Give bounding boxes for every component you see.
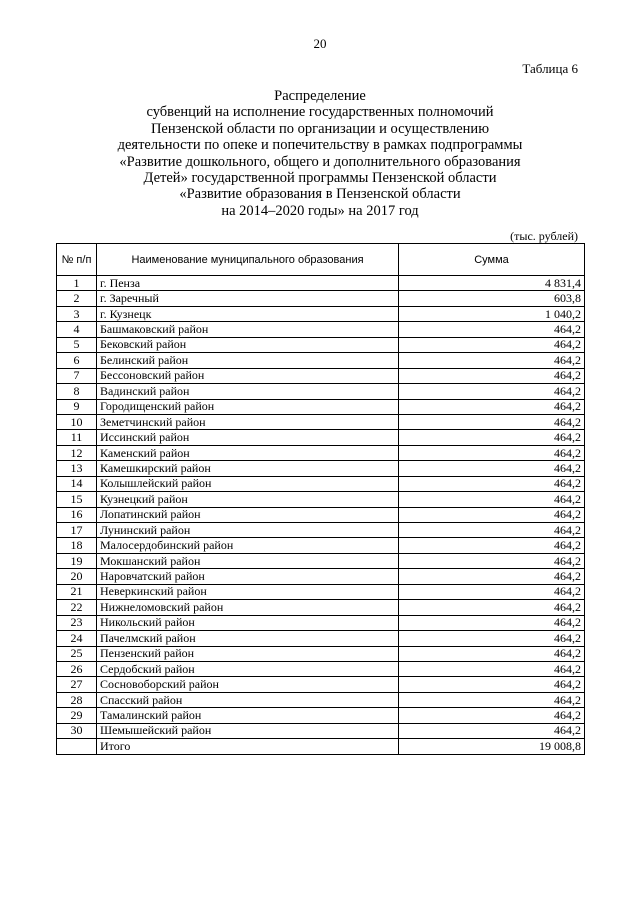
cell-municipality: Шемышейский район [97,723,399,738]
table-total-row [57,739,585,754]
table-row [57,646,585,661]
cell-municipality: Мокшанский район [97,553,399,568]
table-row [57,306,585,321]
cell-number: 10 [57,414,97,429]
cell-sum: 464,2 [399,553,585,568]
cell-sum: 464,2 [399,492,585,507]
table-row [57,291,585,306]
cell-municipality: Городищенский район [97,399,399,414]
table-row [57,553,585,568]
cell-sum: 464,2 [399,584,585,599]
cell-number: 20 [57,569,97,584]
table-row [57,353,585,368]
cell-municipality: Пачелмский район [97,631,399,646]
cell-sum: 464,2 [399,445,585,460]
table-row [57,322,585,337]
table-row [57,368,585,383]
cell-number: 27 [57,677,97,692]
cell-municipality: Вадинский район [97,384,399,399]
cell-sum: 464,2 [399,615,585,630]
cell-number: 19 [57,553,97,568]
cell-number: 18 [57,538,97,553]
header-municipality: Наименование муниципального образования [97,244,399,276]
cell-municipality: г. Пенза [97,276,399,291]
table-row [57,399,585,414]
cell-municipality: Бессоновский район [97,368,399,383]
table-row [57,445,585,460]
cell-sum: 603,8 [399,291,585,306]
cell-number: 29 [57,708,97,723]
cell-sum: 464,2 [399,523,585,538]
cell-number: 25 [57,646,97,661]
cell-sum: 464,2 [399,461,585,476]
cell-number [57,739,97,754]
cell-number: 6 [57,353,97,368]
cell-number: 23 [57,615,97,630]
cell-sum: 464,2 [399,399,585,414]
cell-number: 13 [57,461,97,476]
cell-sum: 464,2 [399,368,585,383]
cell-number: 7 [57,368,97,383]
cell-sum: 464,2 [399,569,585,584]
cell-municipality: Итого [97,739,399,754]
cell-number: 15 [57,492,97,507]
document-title [40,88,600,219]
cell-municipality: Тамалинский район [97,708,399,723]
header-number: № п/п [57,244,97,276]
cell-sum: 464,2 [399,384,585,399]
cell-number: 28 [57,692,97,707]
title-line: на 2014–2020 годы» на 2017 год [221,202,419,219]
table-row [57,631,585,646]
table-row [57,337,585,352]
title-line: субвенций на исполнение государственных полномочий [146,104,494,121]
cell-number: 11 [57,430,97,445]
unit-label: (тыс. рублей) [510,229,578,243]
title-line: Пензенской области по организации и осуществлению [150,120,490,137]
table-row [57,723,585,738]
cell-municipality: Земетчинский район [97,414,399,429]
cell-sum: 464,2 [399,708,585,723]
cell-municipality: Нижнеломовский район [97,600,399,615]
table-row [57,584,585,599]
cell-municipality: Белинский район [97,353,399,368]
cell-sum: 464,2 [399,723,585,738]
cell-number: 9 [57,399,97,414]
header-sum: Сумма [399,244,585,276]
title-line: Детей» государственной программы Пензенской области [143,170,497,187]
cell-sum: 464,2 [399,476,585,491]
cell-municipality: Иссинский район [97,430,399,445]
cell-number: 21 [57,584,97,599]
cell-number: 17 [57,523,97,538]
table-row [57,661,585,676]
cell-sum: 464,2 [399,538,585,553]
cell-sum: 464,2 [399,646,585,661]
table-row [57,384,585,399]
cell-municipality: Камешкирский район [97,461,399,476]
table-row [57,615,585,630]
cell-number: 24 [57,631,97,646]
cell-number: 22 [57,600,97,615]
cell-municipality: Кузнецкий район [97,492,399,507]
table-row [57,476,585,491]
cell-municipality: Неверкинский район [97,584,399,599]
cell-municipality: Лунинский район [97,523,399,538]
table-row [57,538,585,553]
distribution-table [56,243,585,755]
cell-sum: 464,2 [399,322,585,337]
cell-sum: 464,2 [399,353,585,368]
cell-sum: 464,2 [399,337,585,352]
cell-sum: 19 008,8 [399,739,585,754]
table-row [57,569,585,584]
cell-sum: 464,2 [399,631,585,646]
cell-number: 3 [57,306,97,321]
cell-municipality: г. Заречный [97,291,399,306]
table-row [57,461,585,476]
cell-number: 12 [57,445,97,460]
cell-number: 26 [57,661,97,676]
cell-municipality: Никольский район [97,615,399,630]
cell-number: 30 [57,723,97,738]
cell-sum: 464,2 [399,677,585,692]
cell-municipality: г. Кузнецк [97,306,399,321]
title-line: деятельности по опеке и попечительству в рамках подпрограммы [117,137,523,154]
cell-municipality: Сердобский район [97,661,399,676]
title-line: «Развитие дошкольного, общего и дополнительного образования [119,153,521,170]
cell-number: 14 [57,476,97,491]
cell-municipality: Наровчатский район [97,569,399,584]
table-row [57,492,585,507]
table-row [57,692,585,707]
table-row [57,677,585,692]
table-row [57,414,585,429]
cell-number: 1 [57,276,97,291]
cell-number: 4 [57,322,97,337]
cell-municipality: Пензенский район [97,646,399,661]
cell-sum: 4 831,4 [399,276,585,291]
cell-sum: 464,2 [399,507,585,522]
table-header-row [57,244,585,276]
cell-municipality: Колышлейский район [97,476,399,491]
cell-municipality: Сосновоборский район [97,677,399,692]
table-row [57,430,585,445]
table-row [57,507,585,522]
cell-sum: 464,2 [399,430,585,445]
cell-municipality: Башмаковский район [97,322,399,337]
cell-municipality: Спасский район [97,692,399,707]
table-label: Таблица 6 [522,61,578,76]
cell-sum: 464,2 [399,692,585,707]
cell-municipality: Каменский район [97,445,399,460]
cell-number: 2 [57,291,97,306]
cell-municipality: Бековский район [97,337,399,352]
title-line: «Развитие образования в Пензенской области [179,186,461,203]
cell-municipality: Лопатинский район [97,507,399,522]
table-row [57,600,585,615]
table-row [57,708,585,723]
table-row [57,523,585,538]
table-row [57,276,585,291]
cell-sum: 464,2 [399,600,585,615]
title-line: Распределение [274,88,366,104]
cell-sum: 464,2 [399,414,585,429]
cell-number: 16 [57,507,97,522]
cell-sum: 464,2 [399,661,585,676]
page-number: 20 [313,36,327,51]
cell-sum: 1 040,2 [399,306,585,321]
table-body [57,276,585,755]
cell-municipality: Малосердобинский район [97,538,399,553]
cell-number: 5 [57,337,97,352]
cell-number: 8 [57,384,97,399]
